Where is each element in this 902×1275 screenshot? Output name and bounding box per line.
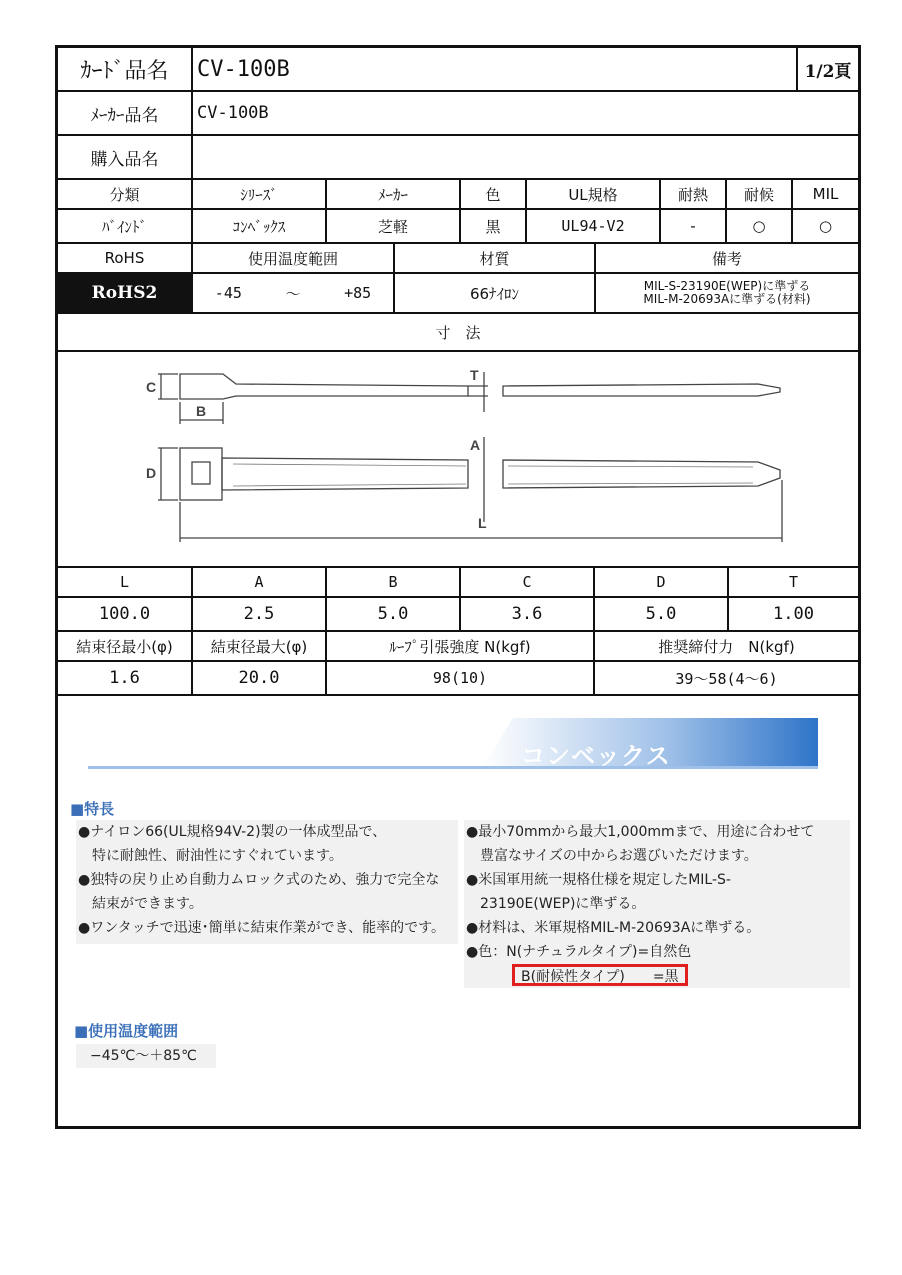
temp-min: -45	[214, 284, 242, 302]
temp-range-value	[193, 274, 395, 312]
label-c: C	[146, 379, 157, 395]
card-name-label: ｶｰﾄﾞ品名	[58, 48, 193, 90]
cable-tie-drawing	[58, 352, 858, 566]
bundle-value: 98(10)	[327, 662, 595, 694]
maker-name-value: CV-100B	[197, 103, 269, 123]
feature-left-box	[76, 820, 458, 944]
label-t: T	[470, 367, 479, 383]
card-name-value: CV-100B	[193, 48, 798, 90]
class-header-row	[58, 180, 858, 210]
bundle-value: 1.6	[58, 662, 193, 694]
feature-line: ●最小70mmから最大1,000mmまで、用途に合わせて	[466, 824, 815, 840]
temp-max: +85	[344, 284, 372, 302]
class-header: 色	[461, 180, 527, 208]
spec-sheet	[55, 45, 861, 1129]
material-header: 材質	[395, 244, 596, 272]
class-value: -	[661, 210, 727, 242]
drawing-area	[58, 352, 858, 568]
label-d: D	[146, 465, 157, 481]
note-line: MIL-S-23190E(WEP)に準ずる	[643, 279, 811, 293]
dims-header: D	[595, 568, 729, 596]
dims-value: 3.6	[461, 598, 595, 630]
class-header: 耐熱	[661, 180, 727, 208]
feature-line: 結束ができます。	[78, 896, 203, 912]
bundle-header-row	[58, 632, 858, 662]
class-value: ○	[727, 210, 793, 242]
dims-header: L	[58, 568, 193, 596]
class-header: ﾒｰｶｰ	[327, 180, 461, 208]
feature-line: 豊富なサイズの中からお選びいただけます。	[466, 848, 758, 864]
class-value: 芝軽	[327, 210, 461, 242]
label-a: A	[470, 437, 481, 453]
class-header: MIL	[812, 185, 839, 203]
feature-line: ●色：N(ナチュラルタイプ)=自然色	[466, 944, 692, 960]
highlight-box: B(耐候性タイプ) =黒	[512, 964, 688, 986]
feature-line: 特に耐蝕性、耐油性にすぐれています。	[78, 848, 343, 864]
dims-value: 2.5	[193, 598, 327, 630]
class-header: 耐候	[727, 180, 793, 208]
purchase-name-label: 購入品名	[58, 136, 193, 178]
bundle-header: ﾙｰﾌﾟ引張強度 N(kgf)	[327, 632, 595, 660]
class-value: ﾊﾞｲﾝﾄﾞ	[58, 210, 193, 242]
feature-line: ●独特の戻り止め自動力ムロック式のため、強力で完全な	[78, 872, 440, 888]
feature-title: ■特長	[70, 800, 115, 818]
bundle-header: 推奨締付力 N(kgf)	[658, 637, 795, 656]
page-number: 1/2頁	[804, 61, 852, 82]
bundle-value-row	[58, 662, 858, 696]
dims-value: 5.0	[327, 598, 461, 630]
class-value: 黒	[461, 210, 527, 242]
dims-header: B	[327, 568, 461, 596]
dims-value-row	[58, 598, 858, 632]
class-header: 分類	[58, 180, 193, 208]
dims-value: 100.0	[58, 598, 193, 630]
feature-line: ●材料は、米軍規格MIL-M-20693Aに準ずる。	[466, 920, 761, 936]
class-value: ○	[818, 217, 833, 235]
note-value	[596, 274, 858, 312]
dims-value: 1.00	[773, 604, 814, 624]
dims-header: T	[788, 573, 799, 591]
temp-range-header: 使用温度範囲	[193, 244, 395, 272]
temp-sep: ～	[285, 284, 301, 303]
bundle-value: 20.0	[193, 662, 327, 694]
dims-header: A	[193, 568, 327, 596]
maker-name-row	[58, 92, 858, 136]
temp-section-box	[76, 1044, 216, 1068]
banner-title: コンベックス	[521, 742, 671, 770]
dims-header: C	[461, 568, 595, 596]
feature-line: ●米国軍用統一規格仕様を規定したMIL-S-	[466, 872, 731, 888]
dims-header-row	[58, 568, 858, 598]
class-value-row	[58, 210, 858, 244]
bundle-header: 結束径最小(φ)	[58, 632, 193, 660]
material-value: 66ﾅｲﾛﾝ	[395, 274, 596, 312]
temp-section-title: ■使用温度範囲	[74, 1022, 179, 1040]
bundle-header: 結束径最大(φ)	[193, 632, 327, 660]
rohs-header: RoHS	[58, 244, 193, 272]
note-line: MIL-M-20693Aに準ずる(材料)	[643, 292, 811, 306]
rohs-value-row	[58, 274, 858, 314]
dimension-title-row	[58, 314, 858, 352]
purchase-name-row	[58, 136, 858, 180]
dimension-title: 寸 法	[435, 323, 481, 342]
temp-section-value: −45℃〜＋85℃	[90, 1048, 197, 1064]
class-header: UL規格	[527, 180, 661, 208]
feature-line: 23190E(WEP)に準ずる。	[466, 896, 646, 912]
bundle-value: 39～58(4～6)	[675, 669, 778, 688]
rohs-header-row	[58, 244, 858, 274]
dims-value: 5.0	[595, 598, 729, 630]
feature-right-box	[464, 820, 850, 988]
feature-line: ●ワンタッチで迅速･簡単に結束作業ができ、能率的です。	[78, 920, 445, 936]
catalog-banner	[58, 716, 858, 786]
note-header: 備考	[711, 249, 742, 268]
class-value: UL94-V2	[527, 210, 661, 242]
class-value: ｺﾝﾍﾞｯｸｽ	[193, 210, 327, 242]
class-header: ｼﾘｰｽﾞ	[193, 180, 327, 208]
card-name-row	[58, 48, 858, 92]
rohs-badge: RoHS2	[58, 274, 193, 312]
feature-line: ●ナイロン66(UL規格94V-2)製の一体成型品で、	[78, 824, 387, 840]
maker-name-label: ﾒｰｶｰ品名	[58, 92, 193, 134]
label-b: B	[196, 403, 207, 419]
purchase-name-value	[193, 136, 858, 178]
label-l: L	[478, 515, 487, 531]
